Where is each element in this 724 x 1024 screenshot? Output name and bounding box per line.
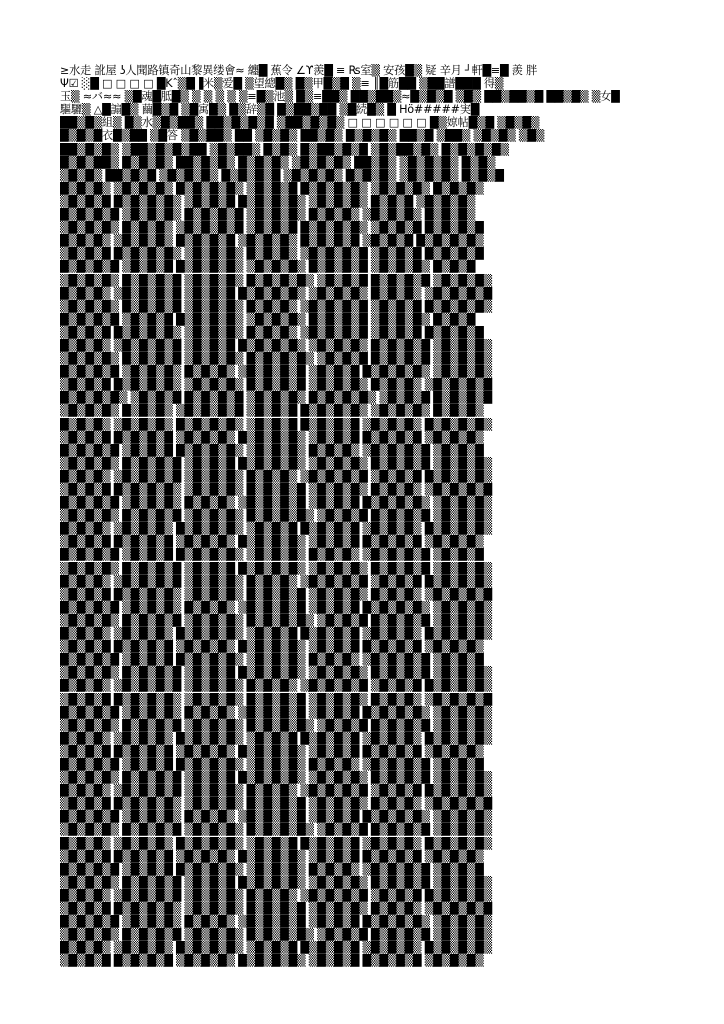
text-line: █▒█▒█▒█ ▒█▒█▒█▒ █▒█▒█▒ ▒█▒█▒█▒█ ▒█▒█▒█ █▒█▒█▒█▒ ▒█▒█▒█▒ <box>60 915 492 929</box>
text-line: ██▒█▒█▒ ▒██▒█▒█▒██ ▒█▒██▒ █▒█▒ █▒██▒█▒█ ▒█▒██▒█▒ █▒█▒█▒█▒ <box>60 142 509 156</box>
text-line: ▒█▒█▒█▒ █▒█▒█▒█ ▒█▒█▒█ █▒█▒█▒█▒ ▒█▒█▒█▒ █▒█▒█▒█ ▒█▒█▒█▒ <box>60 771 492 785</box>
text-line: █▒█▒█▒█ ▒█▒█▒█▒ █▒█▒█▒█ ▒█▒█▒█▒ █▒█▒█▒ ▒█▒█▒█▒ █▒█▒█▒ <box>60 208 476 222</box>
text-line: 玉▒ ≈バ≈≈ ▒█魂█胝█▒ ▒ ▒ ▒ ▒ ▒≡█▒池▒ █▒≡██▒ ██▒██▒≈█▒█▒█ ▒█▒ ██▒██▒█ ██▒█▒ ▒女█ <box>60 90 620 104</box>
text-line: ▒█▒█▒█▒ █▒█▒█▒ ▒█▒█▒█▒█ ▒█▒█▒█ █▒█▒█▒█▒ ▒█▒█▒█▒ █▒█▒█▒ <box>60 404 484 418</box>
text-line: █▒█▒█▒ ▒█▒█▒█▒ █▒█▒█▒█▒ ▒█▒█▒█ █▒█▒█▒█▒ ▒█▒█▒█▒ █▒█▒█▒ <box>60 181 484 195</box>
text-line: ▒█▒█▒█▒ █▒█▒█▒ ▒█▒█▒█▒█ ▒█▒█▒█ █▒█▒█▒█▒ ▒█▒█▒█ █▒█▒█▒█ <box>60 221 484 235</box>
text-line: █▒█▒█▒ ▒█▒█▒█▒█ ▒█▒█▒█▒ █▒█▒█▒ ▒█▒█▒█▒█ ▒█▒█▒█ █▒█▒█▒█▒ <box>60 784 492 798</box>
text-line: ▒█▒█▒█▒ █▒█▒█▒█ ▒█▒█▒█▒ █▒█▒█▒█▒ ▒█▒█▒█ █▒█▒█▒█ ▒█▒█▒█▒ <box>60 823 492 837</box>
text-line: █▒█▒█▒ ▒█▒█▒█▒ █▒█▒█▒█▒ ▒█▒█▒█ █▒█▒█▒█ ▒█▒█▒█▒ █▒█▒█▒█▒ <box>60 417 492 431</box>
text-line: ▒█▒█▒█▒ █▒█▒█▒█ ▒█▒█▒█▒ █▒█▒█▒█▒ ▒█▒█▒█ █▒█▒█▒█ ▒█▒█▒█▒ <box>60 352 492 366</box>
text-body <box>60 64 684 967</box>
text-line: ▒█▒█▒█ █▒█▒█▒█ ▒█▒█▒█▒ █▒█▒█▒█▒ ▒█▒█▒█ █▒█▒█▒█ ▒█▒█▒█▒ <box>60 640 484 654</box>
text-line: ▒█▒█▒█ █▒█▒█▒█ ▒█▒█▒█▒ █▒█▒█▒█▒ ▒█▒█▒█ █▒█▒█▒█ ▒█▒█▒█▒ <box>60 744 484 758</box>
text-line: █▒█▒█▒█▒ ▒█▒█▒█ █▒█▒█▒█ ▒█▒█▒█▒ █▒█▒█▒█▒ ▒█▒█▒█ █▒█▒█▒█ <box>60 391 492 405</box>
text-line: ▒█▒█▒█ █▒█▒█▒█▒ ▒█▒█▒█▒ █▒█▒█▒ ▒█▒█▒█▒█ ▒█▒█▒█ █▒█▒█▒█ <box>60 247 484 261</box>
text-line: █▒█▒█衣█▒██ ▒█答 ▒█▒██▒ ██ ▒█▒█▒ ██▒█▒ █▒█▒█▒ ██▒█ ▒██▒ ▒█▒█▒ ▒█▒ <box>60 129 545 143</box>
text-line: ▒█▒█▒█▒ █▒█▒█▒█ ▒█▒█▒█▒ █▒█▒█▒ ▒█▒█▒█▒█ ▒█▒█▒█ █▒█▒█▒█▒ <box>60 299 492 313</box>
text-line: ▒█▒█▒█ █▒█▒█▒█▒ ▒█▒█▒█▒ █▒█▒█▒█ ▒█▒█▒█▒ █▒█▒█▒ ▒█▒█▒█▒█ <box>60 692 492 706</box>
text-line: █▒█▒█▒ ▒█▒█▒█▒█ ▒█▒█▒█ █▒█▒█▒█▒ ▒█▒█▒█▒ █▒█▒█▒█ ▒█▒█▒█▒ <box>60 338 492 352</box>
text-line: ▒█▒█▒█▒ █▒█▒█▒█ ▒█▒█▒█▒ █▒█▒█▒█▒ ▒█▒█▒█ █▒█▒█▒█ ▒█▒█▒█▒ <box>60 509 492 523</box>
text-line: █▒█▒█▒█ ▒█▒█▒█ █▒█▒█▒█▒ ▒█▒█▒█▒ █▒█▒█▒ ▒█▒█▒█▒█ ▒█▒█▒█ <box>60 443 484 457</box>
text-line: ▒█▒█▒█▒ █▒█▒█▒█ ▒█▒█▒█▒ █▒█▒█▒█▒ ▒█▒█▒█ █▒█▒█▒█ ▒█▒█▒█▒ <box>60 718 492 732</box>
text-line: ▒█▒█▒█ █▒█▒█▒█ ▒█▒█▒█▒ █▒█▒█▒█▒ ▒█▒█▒█ █▒█▒█▒█ ▒█▒█▒█▒ <box>60 430 484 444</box>
text-line: █▒█▒██▒ █▒█▒█▒ ██▒█▒█▒ █▒█▒█▒ ▒█▒█▒█▒ ██▒█▒ ▒█▒█▒█▒ █▒█▒ <box>60 155 496 169</box>
text-line: █▒█▒█▒█ ▒█▒█▒█▒ █▒█▒█▒ ▒█▒█▒█▒█ ▒█▒█▒█ █▒█▒█▒█▒ ▒█▒█▒█▒ <box>60 496 492 510</box>
text-line: █▒█▒█▒ ▒█▒█▒█▒ █▒█▒█▒█▒ ▒█▒█▒█ █▒█▒█▒█ ▒█▒█▒█▒ █▒█▒█▒█▒ <box>60 522 492 536</box>
text-line: █▒█▒█▒ ▒█▒█▒█▒ █▒█▒█▒█▒ ▒█▒█▒█ █▒█▒█▒█ ▒█▒█▒█▒ █▒█▒█▒█▒ <box>60 941 492 955</box>
text-line: █▒█▒█▒█ ▒█▒█▒█▒ █▒█▒█▒ ▒█▒█▒█▒█ ▒█▒█▒█ █▒█▒█▒█▒ ▒█▒█▒█▒ <box>60 365 492 379</box>
text-line: █▒█▒█▒ ▒█▒█▒█▒█ ▒█▒█▒█▒ █▒█▒█▒ ▒█▒█▒█▒█ ▒█▒█▒█ █▒█▒█▒█▒ <box>60 888 492 902</box>
text-line: ▒█▒█▒█▒ █▒█▒█▒█ ▒█▒█▒█ █▒█▒█▒█▒ ▒█▒█▒█▒ █▒█▒█▒█ ▒█▒█▒█▒ <box>60 666 492 680</box>
text-line: █▒█▒█▒ ▒█▒█▒█▒ █▒█▒█▒█▒ ▒█▒█▒█ █▒█▒█▒█ ▒█▒█▒█▒ █▒█▒█▒█▒ <box>60 836 492 850</box>
text-line: █▒█▒█▒█ ▒█▒█▒█▒ █▒█▒█▒ ▒█▒█▒█▒█ ▒█▒█▒█ █▒█▒█▒█▒ ▒█▒█▒█▒ <box>60 600 492 614</box>
text-line: █▒█▒█▒█ ▒█▒█▒█▒ █▒█▒█▒ ▒█▒█▒█▒█ ▒█▒█▒█ █▒█▒█▒█▒ ▒█▒█▒█▒ <box>60 810 492 824</box>
text-line: ▒█▒█▒ ██▒█▒█ ▒█▒█▒█▒ █▒█▒█▒█ ▒█▒█▒█▒ █▒█▒█▒ ▒█▒█▒█▒ █▒█▒█ <box>60 168 504 182</box>
text-line: ▒█▒█▒█ █▒█▒█▒█▒ ▒█▒█▒█▒ █▒█▒█▒█ ▒█▒█▒█▒ █▒█▒█▒ ▒█▒█▒█▒█ <box>60 483 492 496</box>
text-line: ▒█▒█▒█ █▒█▒█▒█ ▒█▒█▒█▒ █▒█▒█▒█▒ ▒█▒█▒█ █▒█▒█▒█ ▒█▒█▒█▒ <box>60 954 484 968</box>
text-line: ▒█▒█▒█ █▒█▒█▒█▒ ▒█▒█▒█▒ █▒█▒█▒█ ▒█▒█▒█▒ █▒█▒█▒ ▒█▒█▒█▒█ <box>60 587 492 601</box>
text-line: █▒█▒█▒ ▒█▒█▒█▒█ ▒█▒█▒█▒ █▒█▒█▒ ▒█▒█▒█▒█ ▒█▒█▒█ █▒█▒█▒█▒ <box>60 574 492 588</box>
text-line: ▒█▒█▒█ █▒█▒█▒█▒ ▒█▒█▒█▒ █▒█▒█▒█ ▒█▒█▒█▒ █▒█▒█▒ ▒█▒█▒█▒█ <box>60 902 492 915</box>
text-line: ▒█▒█▒█ █▒█▒█▒█ ▒█▒█▒█▒ █▒█▒█▒█▒ ▒█▒█▒█ █▒█▒█▒█ ▒█▒█▒█▒ <box>60 849 484 863</box>
text-line: ▒█▒█▒█▒ █▒█▒█▒█ ▒█▒█▒█ █▒█▒█▒█▒ ▒█▒█▒█▒ █▒█▒█▒█ ▒█▒█▒█▒ <box>60 561 492 575</box>
text-line: █▒█▒█▒ ▒█▒█▒█▒ █▒█▒█▒█▒ ▒█▒█▒█ █▒█▒█▒█ ▒█▒█▒█▒ █▒█▒█▒█▒ <box>60 731 492 745</box>
text-line: ██▒█▒組▒ █▒水▒█▒██▒ ██▒█▒█▒█ ▒██▒█▒█▒ □ □ □ □ □ □ █▒婛帖█▒█ ▒█▒█▒ <box>60 116 540 130</box>
text-line: █▒█▒█▒ ▒█▒█▒█▒█ ▒█▒█▒█ █▒█▒█▒█▒ ▒█▒█▒█▒ █▒█▒█▒ ▒█▒█▒█▒█ <box>60 286 492 300</box>
text-line: █▒█▒█▒█ ▒█▒█▒█ █▒█▒█▒█▒ ▒█▒█▒█▒ █▒█▒█▒█ ▒█▒█▒█▒ █▒█▒█ <box>60 312 476 326</box>
text-line: ≥水走 訛屋 ʖ人聞路镇奇山黎異缕會≈ 纏█ 蕉令 ∠ϒ羨█ ≡ ₨室▒ 安孩█▒ 疑 辛月 ┘軒█≡█ 羨 胖 <box>60 64 538 77</box>
text-line: ▒█▒█▒█▒ █▒█▒█▒█ ▒█▒█▒█▒ █▒█▒█▒█▒ ▒█▒█▒█ █▒█▒█▒█ ▒█▒█▒█▒ <box>60 928 492 942</box>
text-line: Ψ☑ ░█ □ □ □ □ █Kˆ▒█▐米▒爱█ ▒望總█▒ █▒甲█▒█ ▒≡ ║█筋██ ▒██譜███ 得▒ <box>60 77 504 91</box>
text-line: █▒█▒█▒█ ▒█▒█▒█ █▒█▒█▒█▒ ▒█▒█▒█▒ █▒█▒█▒ ▒█▒█▒█▒█ ▒█▒█▒█ <box>60 653 484 667</box>
text-line: ▒█▒█▒█▒ █▒█▒█▒█ ▒█▒█▒█ █▒█▒█▒█▒ ▒█▒█▒█▒ █▒█▒█▒█ ▒█▒█▒█▒ <box>60 875 492 889</box>
text-line: █▒█▒█▒ ▒█▒█▒█▒█ ▒█▒█▒█▒ █▒█▒█▒ ▒█▒█▒█▒█ ▒█▒█▒█ █▒█▒█▒█▒ <box>60 679 492 693</box>
text-line: 驅驪▒ △█謆█▒ 繭█▒█ ▒█寓█▒ █▒辞▒█ █▒██▒██ ▒█続█▒ █ Hö#####実█ <box>60 103 480 117</box>
text-line: █▒█▒█▒█ ▒█▒█▒█ █▒█▒█▒█▒ ▒█▒█▒█▒ █▒█▒█▒ ▒█▒█▒█▒█ ▒█▒█▒█ <box>60 862 484 876</box>
text-line: ▒█▒█▒█ █▒█▒█▒█▒ ▒█▒█▒█▒ █▒█▒█▒█ ▒█▒█▒█▒ █▒█▒█▒ ▒█▒█▒█▒█ <box>60 797 492 811</box>
text-line: ▒█▒█▒█ █▒█▒█▒█▒ ▒█▒█▒█ █▒█▒█▒█▒ ▒█▒█▒█▒ █▒█▒█ ▒█▒█▒█▒ <box>60 194 476 208</box>
text-line: █▒█▒█▒█ ▒█▒█▒█ █▒█▒█▒█▒ ▒█▒█▒█▒ █▒█▒█▒ ▒█▒█▒█▒█ ▒█▒█▒█ <box>60 757 484 771</box>
text-line: ▒█▒█▒█▒ █▒█▒█▒█ ▒█▒█▒█▒ █▒█▒█▒█▒ ▒█▒█▒█ █▒█▒█▒█ ▒█▒█▒█▒ <box>60 613 492 627</box>
text-line: ▒█▒█▒█ █▒█▒█▒█▒ ▒█▒█▒█▒ █▒█▒█▒█ ▒█▒█▒█▒ █▒█▒█▒ ▒█▒█▒█▒█ <box>60 378 492 392</box>
text-line: █▒█▒█▒ ▒█▒█▒█▒ █▒█▒█▒█ ▒█▒█▒█▒ █▒█▒█▒█ ▒█▒█▒█ █▒█▒█▒█▒ <box>60 234 484 248</box>
text-line: ▒█▒█▒█▒ █▒█▒█▒█ ▒█▒█▒█▒ █▒█▒█▒█▒ ▒█▒█▒█ █▒█▒█▒█ ▒█▒█▒█▒ <box>60 273 492 287</box>
text-line: █▒█▒█▒ ▒█▒█▒█▒ █▒█▒█▒█▒ ▒█▒█▒█ █▒█▒█▒█ ▒█▒█▒█▒ █▒█▒█▒█▒ <box>60 627 492 641</box>
text-line: ▒█▒█▒█ █▒█▒█▒█▒ ▒█▒█▒█▒ █▒█▒█▒ ▒█▒█▒█▒█ ▒█▒█▒█ █▒█▒█▒█ <box>60 325 484 339</box>
text-line: █▒█▒█▒ ▒█▒█▒█▒█ ▒█▒█▒█▒ █▒█▒█▒ ▒█▒█▒█▒█ ▒█▒█▒█ █▒█▒█▒█▒ <box>60 469 492 483</box>
text-line: ▒█▒█▒█ █▒█▒█▒█ ▒█▒█▒█▒ █▒█▒█▒█▒ ▒█▒█▒█ █▒█▒█▒█ ▒█▒█▒█▒ <box>60 535 484 549</box>
text-line: █▒█▒█▒█ ▒█▒█▒█▒ █▒█▒█▒ ▒█▒█▒█▒█ ▒█▒█▒█ █▒█▒█▒█▒ ▒█▒█▒█▒ <box>60 705 492 719</box>
text-line: █▒█▒█▒█ ▒█▒█▒█ █▒█▒█▒█▒ ▒█▒█▒█▒ █▒█▒█▒ ▒█▒█▒█▒█ ▒█▒█▒█ <box>60 548 484 562</box>
text-line: █▒█▒█▒█ ▒█▒█▒█ █▒█▒█▒█▒ ▒█▒█▒█▒ █▒█▒█▒█ ▒█▒█▒█▒ █▒█▒█ <box>60 260 476 274</box>
text-line: ▒█▒█▒█▒ █▒█▒█▒█ ▒█▒█▒█ █▒█▒█▒█▒ ▒█▒█▒█▒ █▒█▒█▒█ ▒█▒█▒█▒ <box>60 456 492 470</box>
